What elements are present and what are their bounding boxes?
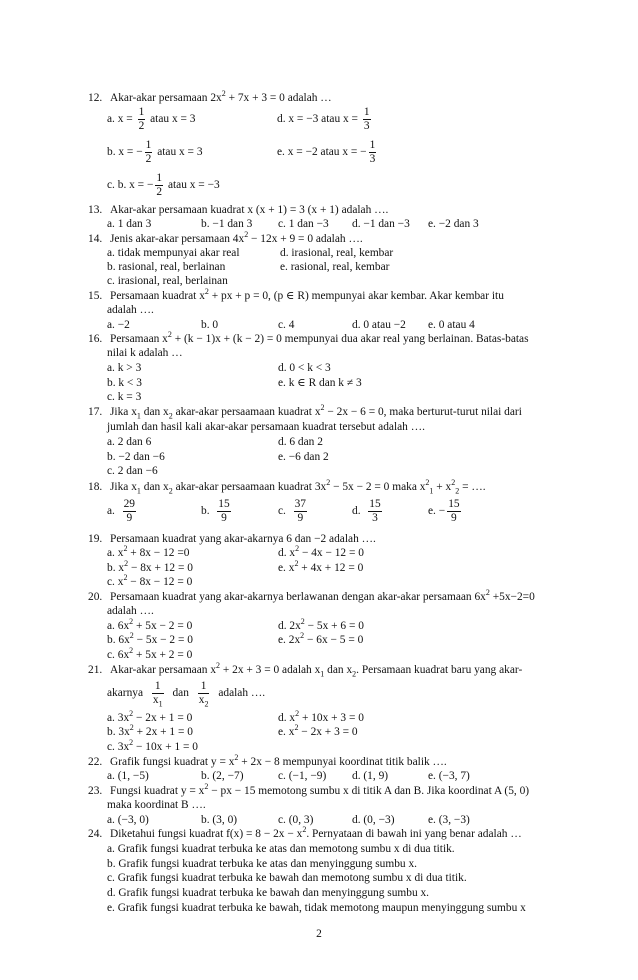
question-stem: Diketahui fungsi kuadrat $f(x) = 8 - 2x - x^2$. Pernyataan di bawah ini yang benar adalah …: [110, 825, 522, 840]
question-number: 13.: [88, 204, 103, 216]
option-b: b. (2, −7): [201, 770, 244, 782]
question-stem: Persamaan kuadrat yang akar-akarnya berlawanan dengan akar-akar persamaan $6x^2 +5x-2=0$: [110, 588, 535, 603]
option-c: c. Grafik fungsi kuadrat terbuka ke bawah dan memotong sumbu x di dua titik.: [107, 872, 467, 884]
option-a: a. $\frac{29}{9}$: [107, 498, 135, 524]
option-b: b. k < 3: [107, 377, 142, 389]
option-d: d. irasional, real, kembar: [280, 247, 394, 259]
option-b: b. (3, 0): [201, 814, 238, 826]
question-stem: Jenis akar-akar persamaan $4x^2 - 12x + 9 = 0$ adalah ….: [110, 230, 363, 245]
option-d: d. −1 dan −3: [352, 218, 410, 230]
option-d: d. $x^2 - 4x - 12 = 0$: [278, 544, 364, 559]
option-b: b. $6x^2 - 5x - 2 = 0$: [107, 631, 193, 646]
option-e: e. $x^2 + 4x + 12 = 0$: [278, 559, 364, 574]
option-d: d. Grafik fungsi kuadrat terbuka ke bawah dan menyinggung sumbu x.: [107, 887, 430, 899]
option-a: a. $x^2 + 8x - 12 =0$: [107, 544, 190, 559]
option-b: b. rasional, real, berlainan: [107, 261, 226, 273]
option-c: c. $3x^2 - 10x + 1 = 0$: [107, 738, 198, 753]
question-stem: Jika $x_1$ dan $x_2$ akar-akar persaamaan kuadrat $x^2 - 2x - 6 = 0$, maka berturut-turut nilai dari: [110, 403, 522, 421]
question-stem: Persamaan $x^2 + (k - 1)x + (k - 2) = 0$ mempunyai dua akar real yang berlainan. Batas-batas: [110, 330, 529, 345]
question-number: 23.: [88, 785, 103, 797]
option-d: d. $2x^2 - 5x + 6 = 0$: [278, 617, 364, 632]
option-e: e. −2 dan 3: [428, 218, 479, 230]
question-number: 19.: [88, 533, 103, 545]
question-number: 15.: [88, 290, 103, 302]
option-c: c. 2 dan −6: [107, 465, 158, 477]
option-c: c. $6x^2 + 5x + 2 = 0$: [107, 646, 193, 661]
option-a: a. −2: [107, 319, 130, 331]
option-b: b. −2 dan −6: [107, 451, 165, 463]
question-stem: Akar-akar persamaan kuadrat x (x + 1) = 3 (x + 1) adalah ….: [110, 204, 389, 216]
question-number: 21.: [88, 664, 103, 676]
question-number: 16.: [88, 333, 103, 345]
option-e: e. Grafik fungsi kuadrat terbuka ke bawah, tidak memotong maupun menyinggung sumbu x: [107, 902, 526, 914]
question-stem: Persamaan kuadrat $x^2$ + px + p = 0, (p ∈ R) mempunyai akar kembar. Akar kembar itu: [110, 287, 504, 302]
option-a: a. 2 dan 6: [107, 436, 152, 448]
question-stem: Akar-akar persamaan $2x^2 + 7x + 3 = 0$ adalah …: [110, 89, 332, 104]
option-c: c. k = 3: [107, 391, 142, 403]
question-number: 12.: [88, 92, 103, 104]
page-number: 2: [316, 928, 322, 940]
option-e: e. rasional, real, kembar: [280, 261, 390, 273]
question-stem-continuation: nilai k adalah …: [107, 347, 183, 359]
option-c: c. (0, 3): [278, 814, 314, 826]
question-stem: Grafik fungsi kuadrat $y = x^2 + 2x - 8$ mempunyai koordinat titik balik ….: [110, 753, 447, 768]
question-stem: Jika $x_1$ dan $x_2$ akar-akar persaamaan kuadrat $3x^2 - 5x - 2 = 0$ maka $x^2_1 + x^2_2$ = ….: [110, 478, 486, 496]
option-a: a. tidak mempunyai akar real: [107, 247, 240, 259]
option-d: d. $x^2 + 10x + 3 = 0$: [278, 709, 364, 724]
option-e: e. (−3, 7): [428, 770, 470, 782]
question-number: 18.: [88, 481, 103, 493]
question-stem-continuation: maka koordinat B ….: [107, 799, 206, 811]
option-e: e. (3, −3): [428, 814, 470, 826]
option-a: a. (1, −5): [107, 770, 149, 782]
option-a: a. x = $\frac{1}{2}$ atau x = 3: [107, 106, 196, 132]
option-e: e. $x^2 - 2x + 3 = 0$: [278, 723, 358, 738]
option-a: a. 1 dan 3: [107, 218, 152, 230]
question-stem-continuation: jumlah dan hasil kali akar-akar persamaan kuadrat tersebut adalah ….: [107, 421, 425, 433]
option-b: b. 0: [201, 319, 219, 331]
option-d: d. 0 < k < 3: [278, 362, 331, 374]
question-number: 22.: [88, 756, 103, 768]
option-a: a. Grafik fungsi kuadrat terbuka ke atas dan memotong sumbu x di dua titik.: [107, 843, 455, 855]
question-number: 24.: [88, 828, 103, 840]
option-d: d. 6 dan 2: [278, 436, 323, 448]
option-c: c. b. x = − $\frac{1}{2}$ atau x = −3: [107, 172, 220, 198]
question-stem: Persamaan kuadrat yang akar-akarnya 6 dan −2 adalah ….: [110, 533, 376, 545]
option-a: a. k > 3: [107, 362, 142, 374]
option-c: c. $x^2 - 8x - 12 = 0$: [107, 573, 193, 588]
question-number: 14.: [88, 233, 103, 245]
option-b: b. x = − $\frac{1}{2}$ atau x = 3: [107, 139, 203, 165]
option-d: d. (0, −3): [352, 814, 395, 826]
option-e: e. 0 atau 4: [428, 319, 475, 331]
option-a: a. (−3, 0): [107, 814, 149, 826]
option-c: c. 1 dan −3: [278, 218, 329, 230]
question-stem-continuation: akarnya $\frac{1}{x_1}$ dan $\frac{1}{x_2}$ adalah ….: [107, 680, 266, 709]
option-b: b. −1 dan 3: [201, 218, 253, 230]
option-d: d. x = −3 atau x = $\frac{1}{3}$: [277, 106, 370, 132]
option-a: a. $3x^2 - 2x + 1 = 0$: [107, 709, 193, 724]
option-b: b. Grafik fungsi kuadrat terbuka ke atas dan menyinggung sumbu x.: [107, 858, 418, 870]
option-c: c. (−1, −9): [278, 770, 327, 782]
option-c: c. 4: [278, 319, 295, 331]
option-e: e. −6 dan 2: [278, 451, 329, 463]
option-a: a. $6x^2 + 5x - 2 = 0$: [107, 617, 193, 632]
question-number: 17.: [88, 406, 103, 418]
option-d: d. 0 atau −2: [352, 319, 406, 331]
question-stem: Fungsi kuadrat $y = x^2$ − px − 15 memotong sumbu x di titik A dan B. Jika koordinat A (5, 0): [110, 782, 530, 797]
option-d: d. (1, 9): [352, 770, 389, 782]
option-c: c. irasional, real, berlainan: [107, 275, 228, 287]
option-b: b. $x^2 - 8x + 12 = 0$: [107, 559, 193, 574]
question-stem: Akar-akar persamaan $x^2 + 2x + 3 = 0$ adalah $x_1$ dan $x_2$. Persamaan kuadrat baru yang akar-: [110, 661, 523, 679]
option-d: d. $\frac{15}{3}$: [352, 498, 381, 524]
option-b: b. $\frac{15}{9}$: [201, 498, 230, 524]
question-stem-continuation: adalah ….: [107, 605, 154, 617]
question-stem-continuation: adalah ….: [107, 304, 154, 316]
option-e: e. − $\frac{15}{9}$: [428, 498, 460, 524]
option-e: e. k ∈ R dan k ≠ 3: [278, 377, 362, 389]
option-b: b. $3x^2 + 2x + 1 = 0$: [107, 723, 193, 738]
option-c: c. $\frac{37}{9}$: [278, 498, 306, 524]
option-e: e. x = −2 atau x = − $\frac{1}{3}$: [277, 139, 376, 165]
option-e: e. $2x^2 - 6x - 5 = 0$: [278, 631, 364, 646]
question-number: 20.: [88, 591, 103, 603]
